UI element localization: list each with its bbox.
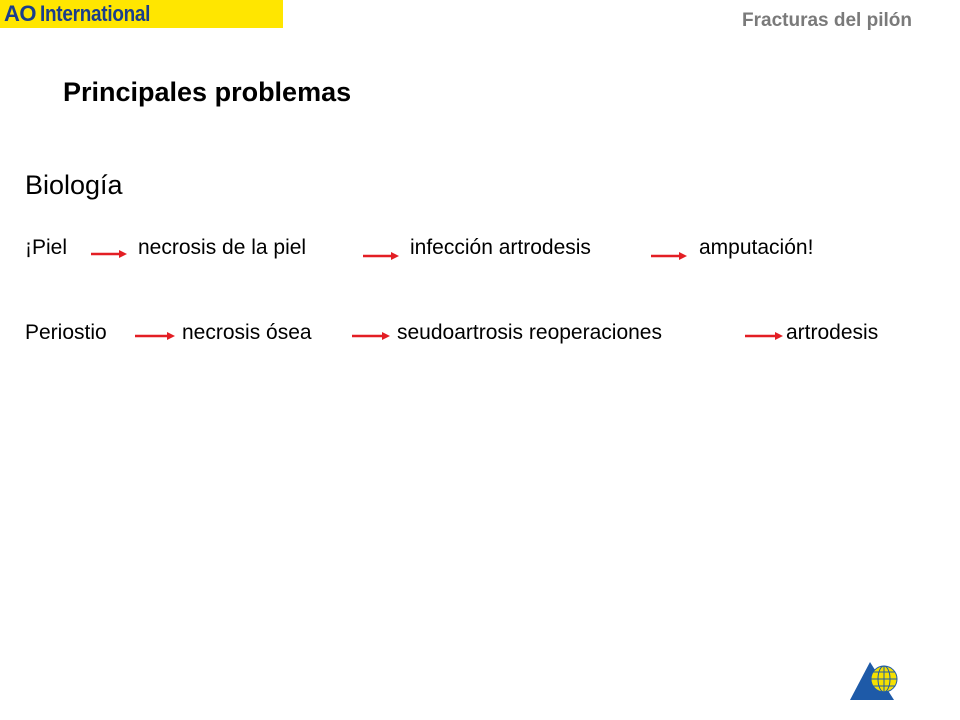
logo-ao-text: AO	[4, 1, 36, 26]
flow-item: amputación!	[699, 236, 814, 259]
arrow-right-icon	[363, 251, 399, 261]
ao-international-logo	[0, 0, 283, 28]
topic-title: Fracturas del pilón	[742, 10, 912, 31]
flow-item: necrosis de la piel	[138, 236, 307, 259]
arrow-right-icon	[352, 331, 390, 341]
arrow-right-icon	[91, 249, 127, 259]
arrow-right-icon	[651, 251, 687, 261]
page-title: Principales problemas	[63, 77, 352, 107]
logo-international-text: International	[40, 1, 151, 26]
flow-item: necrosis ósea	[182, 321, 312, 344]
arrow-right-icon	[135, 331, 175, 341]
flow-item: infección artrodesis	[410, 236, 591, 259]
flow-item: seudoartrosis reoperaciones	[397, 321, 662, 344]
arrow-right-icon	[745, 331, 783, 341]
flow-item: artrodesis	[786, 321, 879, 344]
ao-globe-logo-icon	[848, 660, 900, 704]
section-subtitle: Biología	[25, 170, 123, 200]
flow-item: ¡Piel	[25, 236, 68, 259]
flow-item: Periostio	[25, 321, 107, 344]
